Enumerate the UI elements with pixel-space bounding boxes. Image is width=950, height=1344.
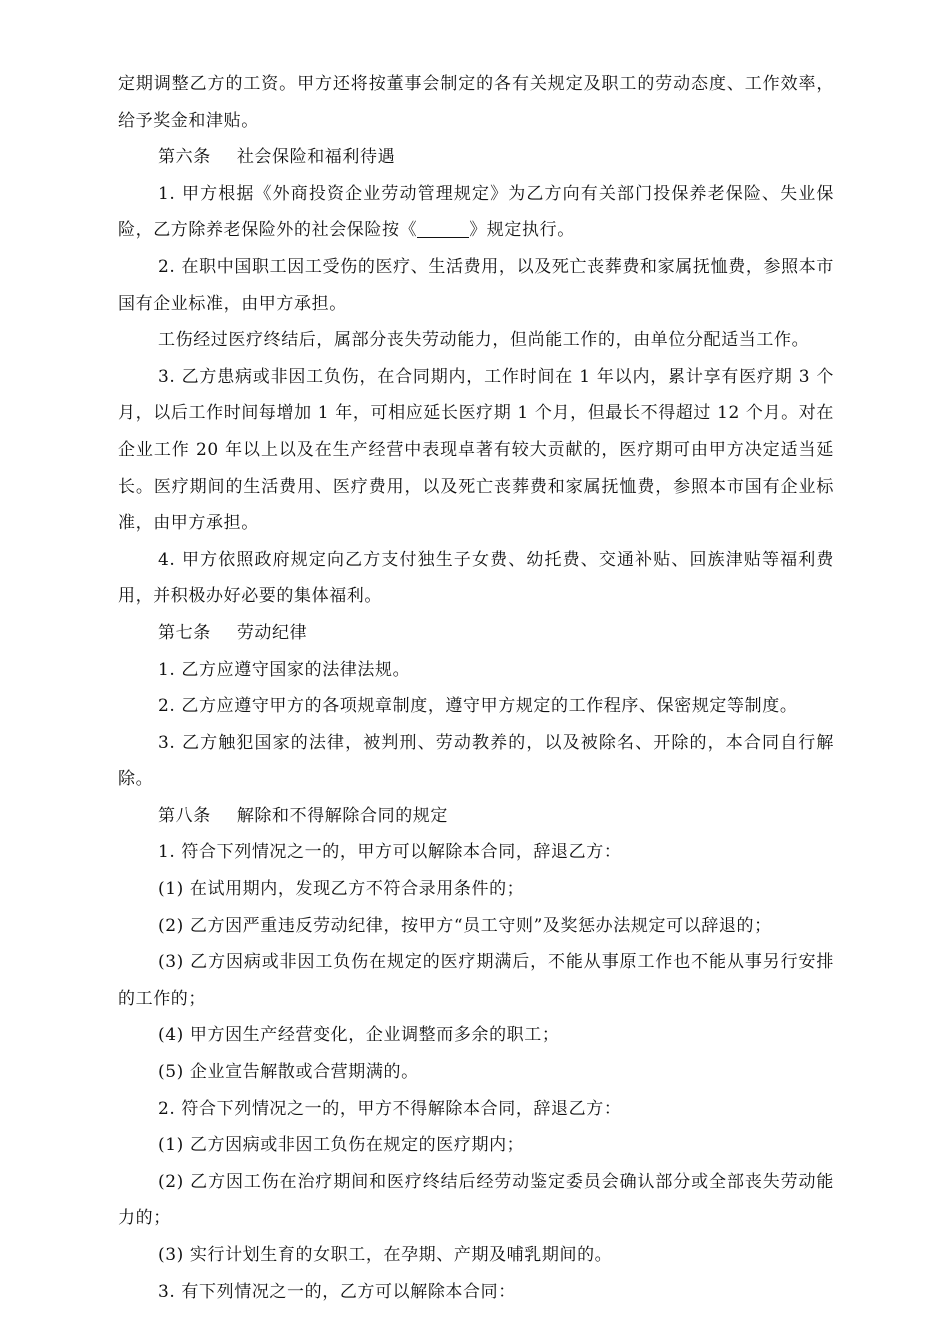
paragraph-text: 1. 甲方根据《外商投资企业劳动管理规定》为乙方向有关部门投保养老保险、失业保险，乙方除养老保险外的社会保险按《 [118,183,834,241]
paragraph-8-3: 3. 有下列情况之一的，乙方可以解除本合同： [158,1281,516,1302]
list-item-8-1-3: (3) 乙方因病或非因工负伤在规定的医疗期满后，不能从事原工作也不能从事另行安排的工作的； [118,952,834,1009]
paragraph-text: 》规定执行。 [469,220,575,241]
article-7-heading [118,615,834,652]
paragraph-7-2: 2. 乙方应遵守甲方的各项规章制度，遵守甲方规定的工作程序、保密规定等制度。 [158,696,798,717]
list-item-8-1-2: (2) 乙方因严重违反劳动纪律，按甲方“员工守则”及奖惩办法规定可以辞退的； [158,915,772,936]
list-item-8-1-5: (5) 企业宣告解散或合营期满的。 [158,1062,419,1083]
paragraph-6-3: 3. 乙方患病或非因工负伤，在合同期内，工作时间在 1 年以内，累计享有医疗期 3 个月，以后工作时间每增加 1 年，可相应延长医疗期 1 个月，但最长不得超过 12 个月。对在企业工作 20 年以上以及在生产经营中表现卓著有较大贡献的，医疗期可由甲方决定适当延长。医疗期间的生活费用、医疗费用，以及死亡丧葬费和家属抚恤费，参照本市国有企业标准，由甲方承担。 [118,366,834,534]
article-number: 第六条 [158,147,211,168]
fill-in-blank [417,219,469,238]
list-item-8-2-2: (2) 乙方因工伤在治疗期间和医疗终结后经劳动鉴定委员会确认部分或全部丧失劳动能力的； [118,1171,834,1229]
list-item-8-1-1: (1) 在试用期内，发现乙方不符合录用条件的； [158,879,525,900]
paragraph-8-1: 1. 符合下列情况之一的，甲方可以解除本合同，辞退乙方： [158,842,622,863]
paragraph-6-2-work-injury: 工伤经过医疗终结后，属部分丧失劳动能力，但尚能工作的，由单位分配适当工作。 [158,330,810,351]
article-number: 第八条 [158,805,211,826]
list-item-8-1-4: (4) 甲方因生产经营变化，企业调整而多余的职工； [158,1025,560,1046]
list-item-8-2-1: (1) 乙方因病或非因工负伤在规定的医疗期内； [158,1135,525,1156]
article-title: 社会保险和福利待遇 [236,147,396,168]
paragraph-6-4: 4. 甲方依照政府规定向乙方支付独生子女费、幼托费、交通补贴、回族津贴等福利费用，并积极办好必要的集体福利。 [118,549,834,607]
paragraph-6-2: 2. 在职中国职工因工受伤的医疗、生活费用，以及死亡丧葬费和家属抚恤费，参照本市国有企业标准，由甲方承担。 [118,256,834,314]
document-body [118,66,834,1310]
paragraph-8-2: 2. 符合下列情况之一的，甲方不得解除本合同，辞退乙方： [158,1098,622,1119]
paragraph-6-1 [118,176,834,249]
paragraph-7-1: 1. 乙方应遵守国家的法律法规。 [158,659,411,680]
article-number: 第七条 [158,622,211,643]
paragraph-7-3: 3. 乙方触犯国家的法律，被判刑、劳动教养的，以及被除名、开除的，本合同自行解除。 [118,732,834,790]
article-title: 解除和不得解除合同的规定 [236,805,449,826]
article-6-heading [118,139,834,176]
list-item-8-2-3: (3) 实行计划生育的女职工，在孕期、产期及哺乳期间的。 [158,1245,613,1265]
article-title: 劳动纪律 [236,622,308,643]
article-8-heading [118,798,834,835]
paragraph-salary-continuation: 定期调整乙方的工资。甲方还将按董事会制定的各有关规定及职工的劳动态度、工作效率，给予奖金和津贴。 [118,74,834,131]
